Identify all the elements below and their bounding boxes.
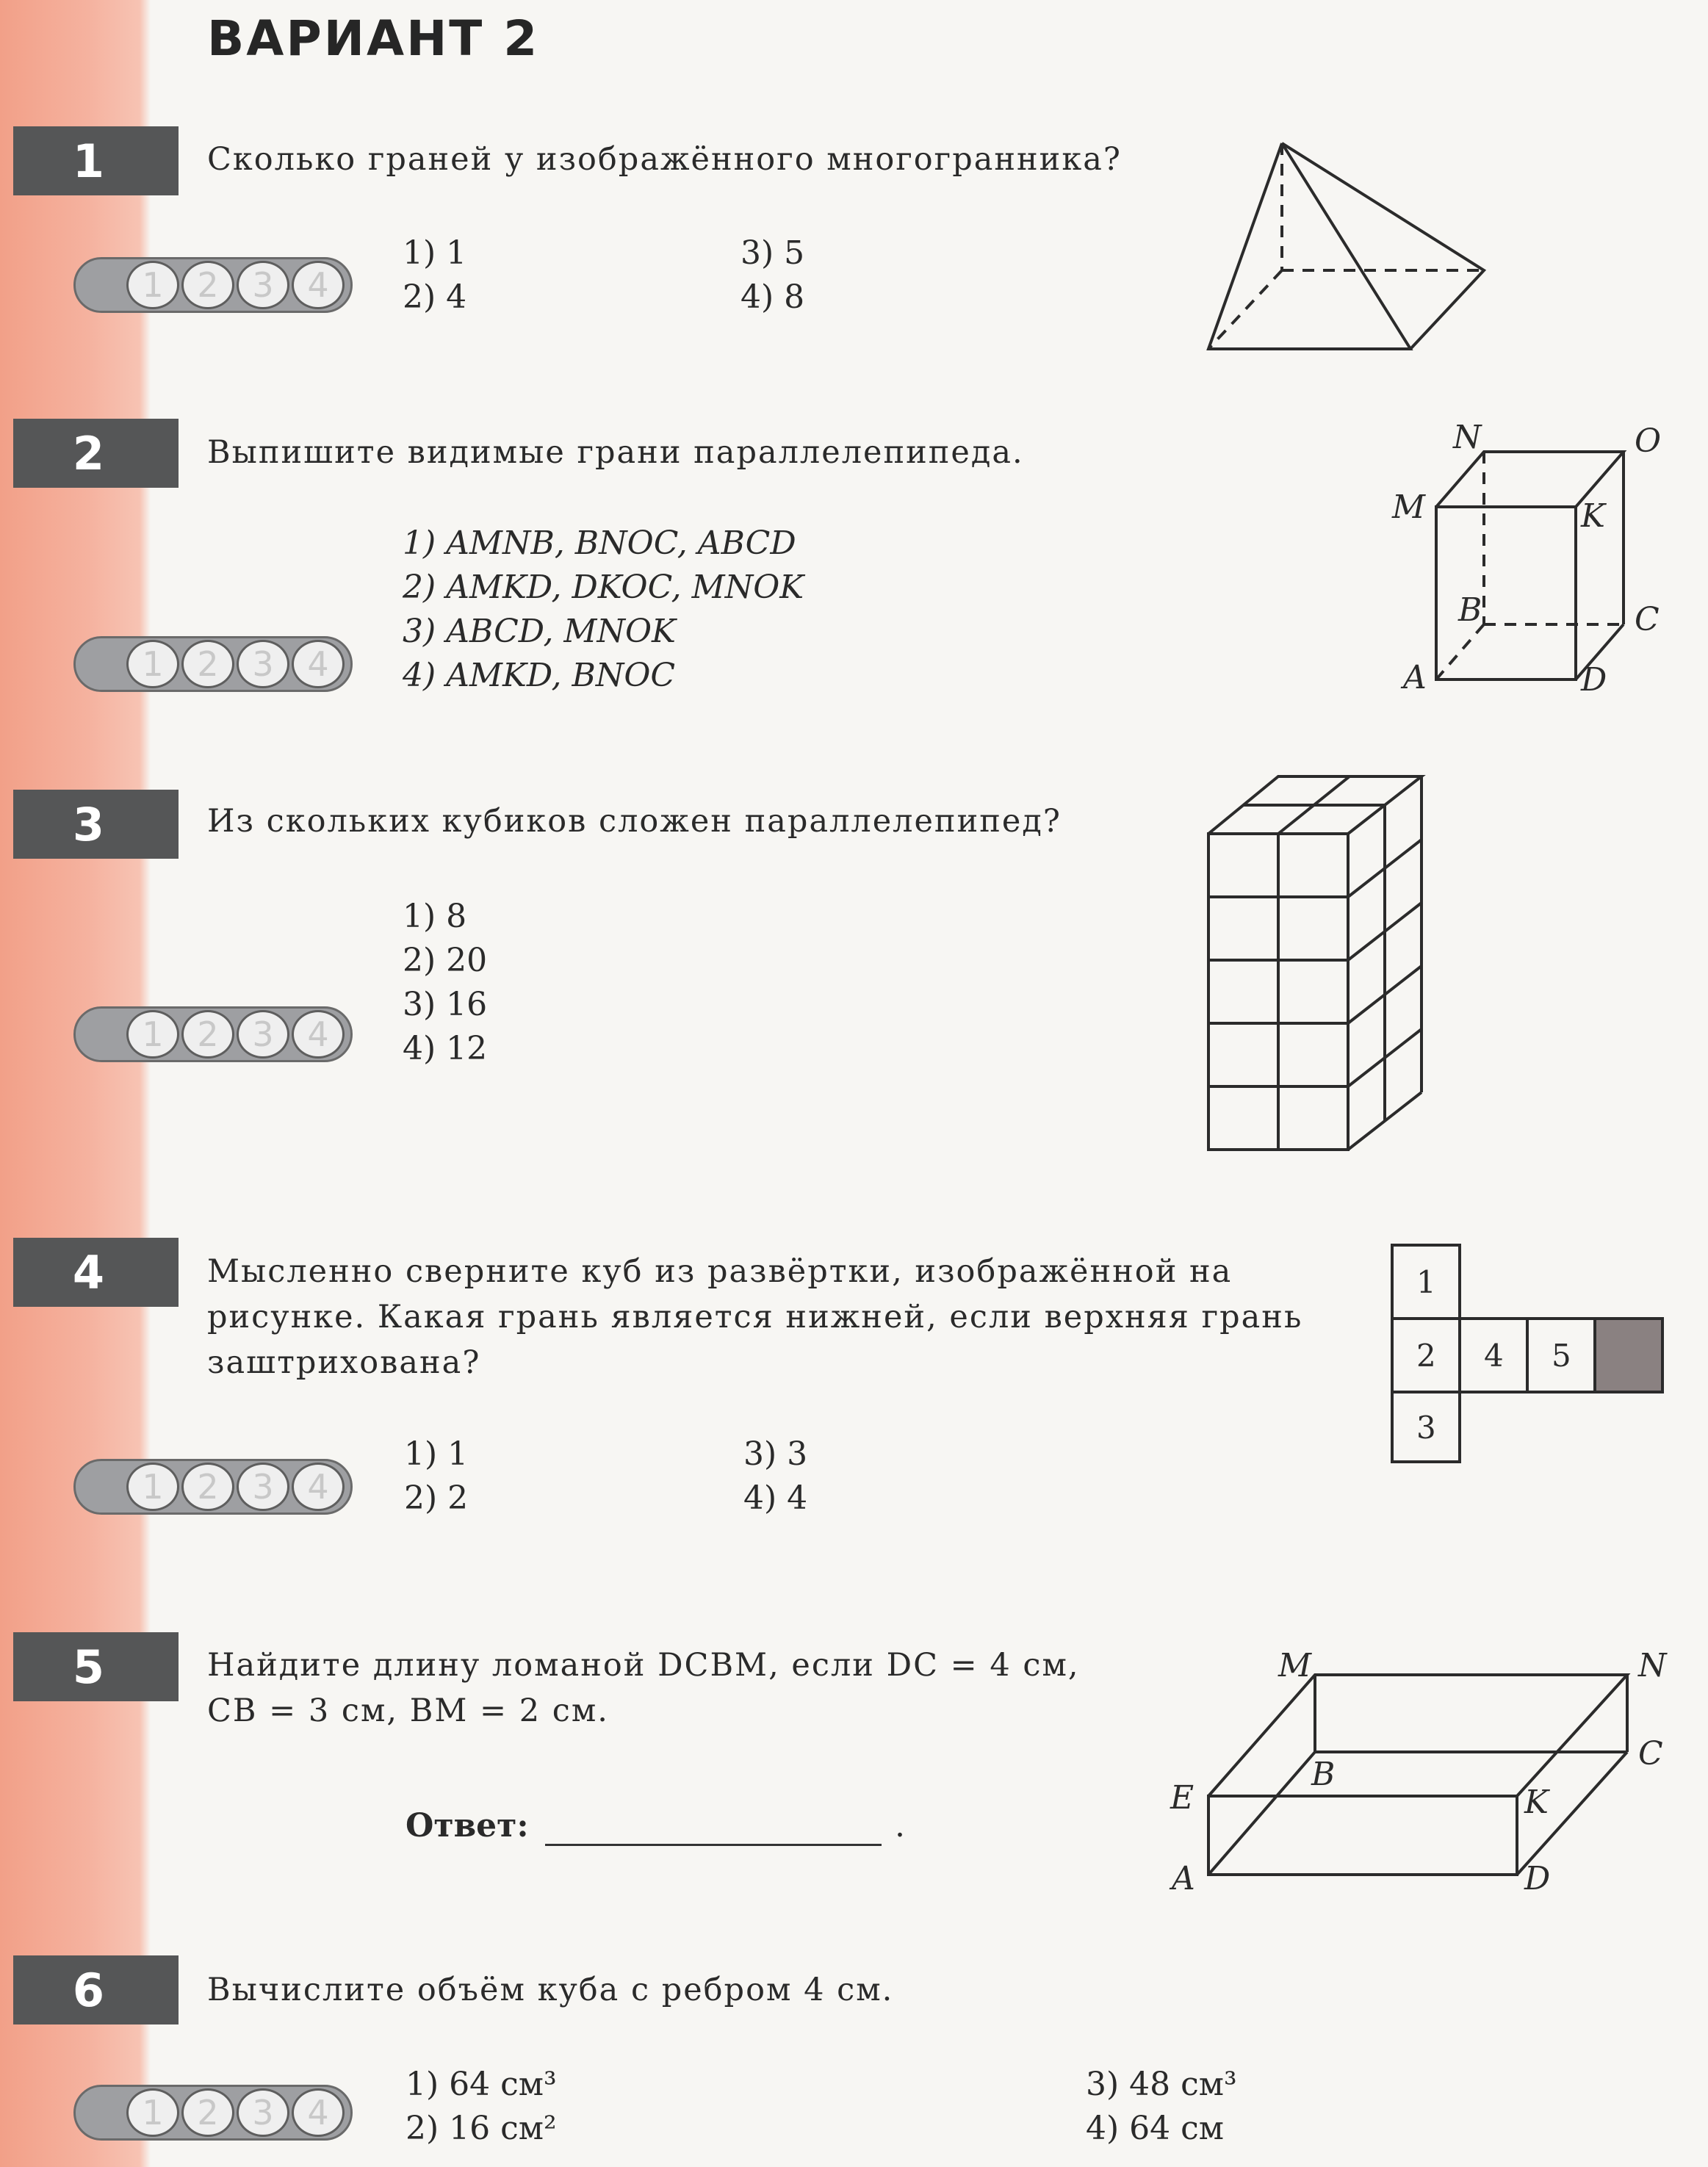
- cube-net-figure: [1388, 1241, 1671, 1465]
- question-text-3: Из скольких кубиков сложен параллелепипед?: [207, 803, 1062, 840]
- answer-option: 2) 2: [404, 1479, 469, 1517]
- answer-input-line[interactable]: [545, 1807, 882, 1846]
- bubble-option-4[interactable]: 4: [292, 261, 345, 309]
- vertex-label-E: E: [1170, 1779, 1194, 1817]
- answer-option: 4) 8: [741, 278, 805, 316]
- question-number-4: 4: [13, 1238, 179, 1307]
- shaded-face: [1595, 1319, 1662, 1392]
- answer-option: 2) 20: [403, 942, 488, 979]
- vertex-label-B: B: [1311, 1756, 1336, 1793]
- answer-option: 4) 4: [743, 1479, 808, 1517]
- answer-option: 3) 5: [741, 234, 805, 272]
- answer-option: 1) 1: [403, 234, 467, 272]
- answer-option: 2) AMKD, DKOC, MNOK: [403, 569, 804, 606]
- answer-option: 1) 1: [404, 1435, 469, 1473]
- question-number-1: 1: [13, 126, 179, 195]
- net-face-label: 2: [1416, 1338, 1436, 1374]
- question-text-5: [207, 1643, 1080, 1734]
- question-text-4: [207, 1249, 1302, 1385]
- answer-option: 4) 12: [403, 1030, 488, 1067]
- question-text-line: заштрихована?: [207, 1344, 481, 1381]
- answer-option: 3) 3: [743, 1435, 808, 1473]
- bubble-option-1[interactable]: 1: [126, 2088, 179, 2137]
- bubble-option-4[interactable]: 4: [292, 640, 345, 688]
- answer-bubbles-3[interactable]: [73, 1006, 353, 1062]
- bubble-option-1[interactable]: 1: [126, 640, 179, 688]
- answer-option: 3) ABCD, MNOK: [403, 613, 676, 650]
- answer-bubbles-2[interactable]: [73, 636, 353, 692]
- question-text-line: Найдите длину ломаной DCBM, если DC = 4 см,: [207, 1647, 1080, 1684]
- margin-strip: [0, 0, 151, 2167]
- bubble-option-4[interactable]: 4: [292, 1463, 345, 1511]
- answer-option: 3) 16: [403, 986, 488, 1023]
- question-number-2: 2: [13, 419, 179, 488]
- answer-column-4a: [404, 1432, 468, 1521]
- answer-bubbles-6[interactable]: [73, 2085, 353, 2141]
- vertex-label-K: K: [1524, 1784, 1549, 1821]
- bubble-option-4[interactable]: 4: [292, 2088, 345, 2137]
- bubble-option-2[interactable]: 2: [181, 640, 234, 688]
- question-text-line: Мысленно сверните куб из развёртки, изображённой на: [207, 1253, 1233, 1290]
- variant-title: ВАРИАНТ 2: [207, 10, 540, 67]
- bubble-option-1[interactable]: 1: [126, 261, 179, 309]
- answer-column-6a: [406, 2063, 557, 2151]
- question-text-line: рисунке. Какая грань является нижней, если верхняя грань: [207, 1299, 1303, 1335]
- bubble-option-3[interactable]: 3: [237, 640, 289, 688]
- parallelepiped-figure-5: [1157, 1645, 1679, 1903]
- answer-option: 4) AMKD, BNOC: [403, 657, 676, 694]
- answer-column-6b: [1086, 2063, 1237, 2151]
- cube-stack-figure: [1197, 768, 1469, 1161]
- net-face-label: 1: [1416, 1264, 1436, 1300]
- answer-bubbles-1[interactable]: [73, 257, 353, 313]
- question-number-5: 5: [13, 1632, 179, 1701]
- question-text-2: Выпишите видимые грани параллелепипеда.: [207, 434, 1024, 471]
- net-face-label: 4: [1484, 1338, 1504, 1374]
- answer-option: 1) 8: [403, 898, 467, 935]
- parallelepiped-figure-2: [1381, 422, 1675, 709]
- answer-column-4b: [743, 1432, 807, 1521]
- vertex-label-A: A: [1172, 1860, 1195, 1897]
- vertex-label-N: N: [1638, 1647, 1667, 1684]
- answer-option: 1) AMNB, BNOC, ABCD: [403, 524, 796, 562]
- answer-option: 3) 48 см³: [1086, 2066, 1237, 2103]
- vertex-label-C: C: [1638, 1735, 1663, 1773]
- answer-option: 1) 64 см³: [406, 2066, 557, 2103]
- question-text-1: Сколько граней у изображённого многогранника?: [207, 141, 1122, 178]
- net-face-label: 3: [1416, 1410, 1436, 1446]
- bubble-option-3[interactable]: 3: [237, 1010, 289, 1059]
- answer-option: 2) 4: [403, 278, 467, 316]
- bubble-option-1[interactable]: 1: [126, 1010, 179, 1059]
- vertex-label-D: D: [1524, 1860, 1551, 1897]
- answer-option: 2) 16 см²: [406, 2110, 557, 2147]
- pyramid-figure: [1190, 132, 1499, 360]
- vertex-label-O: O: [1635, 422, 1662, 460]
- net-face-label: 5: [1552, 1338, 1571, 1374]
- answer-column-1a: [403, 231, 466, 320]
- question-number-3: 3: [13, 790, 179, 859]
- answer-list-3: [403, 895, 487, 1071]
- bubble-option-2[interactable]: 2: [181, 2088, 234, 2137]
- vertex-label-D: D: [1581, 661, 1607, 699]
- question-text-line: CB = 3 см, BM = 2 см.: [207, 1692, 609, 1729]
- bubble-option-2[interactable]: 2: [181, 261, 234, 309]
- vertex-label-A: A: [1403, 659, 1427, 696]
- vertex-label-N: N: [1453, 422, 1482, 456]
- answer-label: Ответ:: [406, 1807, 529, 1845]
- vertex-label-B: B: [1458, 591, 1482, 629]
- answer-list-2: [403, 522, 804, 698]
- bubble-option-2[interactable]: 2: [181, 1010, 234, 1059]
- vertex-label-K: K: [1581, 497, 1605, 535]
- answer-period: .: [895, 1807, 905, 1845]
- answer-bubbles-4[interactable]: [73, 1459, 353, 1515]
- bubble-option-1[interactable]: 1: [126, 1463, 179, 1511]
- answer-column-1b: [741, 231, 804, 320]
- question-text-6: Вычислите объём куба с ребром 4 см.: [207, 1972, 894, 2008]
- vertex-label-M: M: [1278, 1647, 1312, 1684]
- answer-option: 4) 64 см: [1086, 2110, 1224, 2147]
- question-number-6: 6: [13, 1955, 179, 2024]
- vertex-label-M: M: [1392, 488, 1426, 526]
- bubble-option-3[interactable]: 3: [237, 2088, 289, 2137]
- bubble-option-2[interactable]: 2: [181, 1463, 234, 1511]
- vertex-label-C: C: [1635, 601, 1660, 638]
- bubble-option-3[interactable]: 3: [237, 261, 289, 309]
- bubble-option-3[interactable]: 3: [237, 1463, 289, 1511]
- bubble-option-4[interactable]: 4: [292, 1010, 345, 1059]
